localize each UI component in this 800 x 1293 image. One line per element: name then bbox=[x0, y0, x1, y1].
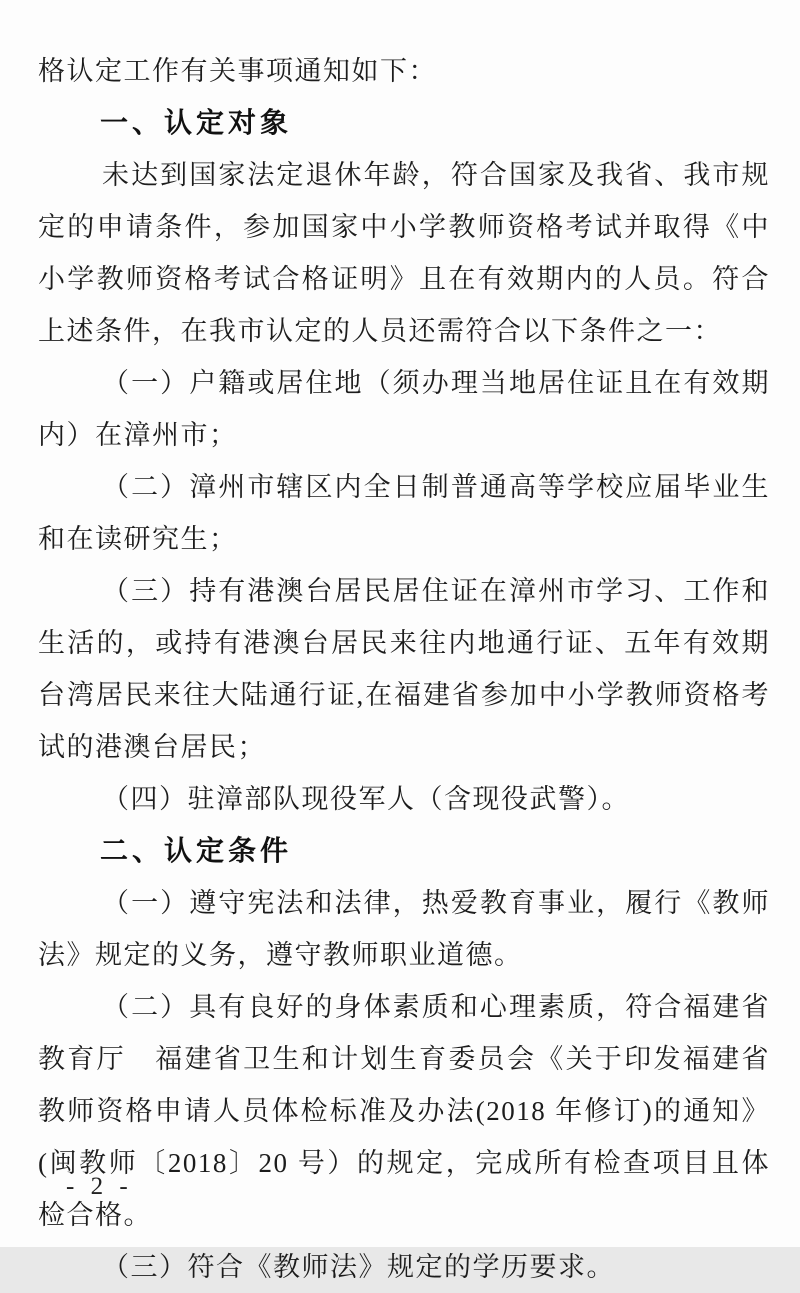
section-1-item-4-military: （四）驻漳部队现役军人（含现役武警）。 bbox=[102, 784, 630, 814]
section-2-item-1-law: （一）遵守宪法和法律，热爱教育事业，履行《教师法》规定的义务，遵守教师职业道德。 bbox=[38, 888, 770, 970]
section-1-item-2-students: （二）漳州市辖区内全日制普通高等学校应届毕业生和在读研究生； bbox=[38, 472, 770, 554]
page-number: - 2 - bbox=[66, 1173, 133, 1200]
section-1-heading: 一、认定对象 bbox=[100, 107, 293, 138]
intro-paragraph: 格认定工作有关事项通知如下： bbox=[38, 56, 437, 86]
section-2-heading: 二、认定条件 bbox=[100, 835, 293, 866]
section-2-item-2-health: （二）具有良好的身体素质和心理素质，符合福建省教育厅 福建省卫生和计划生育委员会《关于印发福建省教师资格申请人员体检标准及办法(2018 年修订)的通知》(闽教师〔2018〕20 号）的规定，完成所有检查项目且体检合格。 bbox=[38, 992, 770, 1230]
section-1-item-1-residence: （一）户籍或居住地（须办理当地居住证且在有效期内）在漳州市； bbox=[38, 368, 770, 450]
section-2-item-3-education: （三）符合《教师法》规定的学历要求。 bbox=[102, 1252, 615, 1282]
document-body bbox=[38, 45, 770, 1293]
section-1-item-3-hk-macao-taiwan: （三）持有港澳台居民居住证在漳州市学习、工作和生活的，或持有港澳台居民来往内地通行证、五年有效期台湾居民来往大陆通行证,在福建省参加中小学教师资格考试的港澳台居民； bbox=[38, 576, 770, 762]
section-1-paragraph-scope: 未达到国家法定退休年龄，符合国家及我省、我市规定的申请条件，参加国家中小学教师资格考试并取得《中小学教师资格考试合格证明》且在有效期内的人员。符合上述条件，在我市认定的人员还需符合以下条件之一： bbox=[38, 160, 770, 346]
